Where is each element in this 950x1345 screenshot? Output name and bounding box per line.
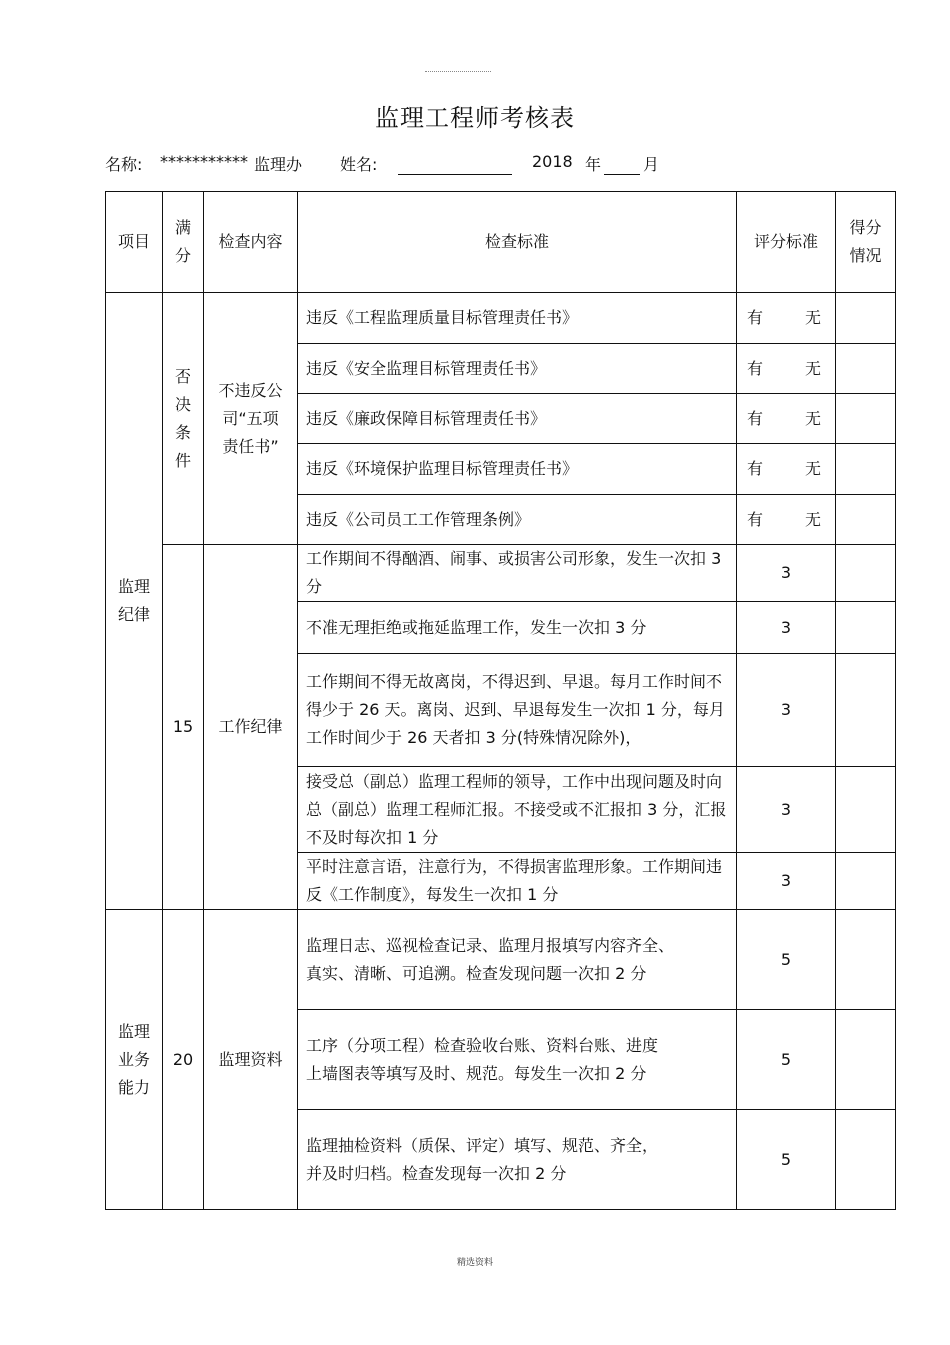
table-row [106, 910, 896, 1010]
veto-criterion: 违反《公司员工工作管理条例》 [298, 495, 737, 545]
header-full-score: 满 分 [163, 192, 204, 293]
page-title: 监理工程师考核表 [375, 104, 575, 132]
veto-rating [737, 394, 836, 444]
work-points: 3 [737, 545, 836, 602]
score-cell[interactable] [836, 394, 896, 444]
work-full-score: 15 [163, 545, 204, 910]
office-name: 监理办 [254, 155, 303, 174]
person-name-field[interactable] [398, 174, 512, 175]
table-row [106, 545, 896, 602]
evaluation-table [105, 191, 896, 1210]
no-option: 无 [804, 459, 821, 478]
veto-full-score: 否 决 条 件 [163, 293, 204, 545]
veto-criterion: 违反《工程监理质量目标管理责任书》 [298, 293, 737, 344]
ability-points: 5 [737, 1010, 836, 1110]
yes-option: 有 [747, 308, 764, 327]
veto-criterion: 违反《安全监理目标管理责任书》 [298, 344, 737, 394]
name-value: *********** [160, 152, 248, 171]
work-criterion: 不准无理拒绝或拖延监理工作，发生一次扣 3 分 [298, 602, 737, 654]
veto-criterion: 违反《环境保护监理目标管理责任书》 [298, 444, 737, 495]
name-label: 名称: [105, 155, 143, 174]
no-option: 无 [804, 509, 821, 529]
score-cell[interactable] [836, 444, 896, 495]
score-cell[interactable] [836, 654, 896, 767]
veto-criterion: 违反《廉政保障目标管理责任书》 [298, 394, 737, 444]
work-points: 3 [737, 853, 836, 910]
score-cell[interactable] [836, 1110, 896, 1210]
veto-content: 不违反公 司“五项 责任书” [204, 293, 298, 545]
work-points: 3 [737, 767, 836, 853]
ability-criterion: 工序（分项工程）检查验收台账、资料台账、进度 上墙图表等填写及时、规范。每发生一次扣 2 分 [298, 1010, 737, 1110]
work-points: 3 [737, 602, 836, 654]
no-option: 无 [804, 308, 821, 327]
ability-full-score: 20 [163, 910, 204, 1210]
ability-criterion: 监理抽检资料（质保、评定）填写、规范、齐全， 并及时归档。检查发现每一次扣 2 分 [298, 1110, 737, 1210]
score-cell[interactable] [836, 767, 896, 853]
header-row [106, 192, 896, 293]
ability-criterion: 监理日志、巡视检查记录、监理月报填写内容齐全、 真实、清晰、可追溯。检查发现问题一次扣 2 分 [298, 910, 737, 1010]
item-ability: 监理 业务 能力 [106, 910, 163, 1210]
yes-option: 有 [747, 358, 764, 378]
month-unit: 月 [643, 155, 660, 174]
year-value: 2018 [532, 152, 573, 171]
header-criteria: 检查标准 [298, 192, 737, 293]
yes-option: 有 [747, 459, 764, 478]
work-content: 工作纪律 [204, 545, 298, 910]
person-name-label: 姓名: [340, 155, 378, 174]
header-score: 得分 情况 [836, 192, 896, 293]
ability-points: 5 [737, 1110, 836, 1210]
no-option: 无 [804, 408, 821, 428]
work-criterion: 工作期间不得无故离岗，不得迟到、早退。每月工作时间不得少于 26 天。离岗、迟到、早退每发生一次扣 1 分，每月工作时间少于 26 天者扣 3 分(特殊情况除外)， [298, 654, 737, 767]
ability-content: 监理资料 [204, 910, 298, 1210]
year-unit: 年 [585, 155, 602, 174]
score-cell[interactable] [836, 853, 896, 910]
score-cell[interactable] [836, 545, 896, 602]
score-cell[interactable] [836, 293, 896, 344]
top-dotted-rule [425, 71, 491, 72]
score-cell[interactable] [836, 910, 896, 1010]
no-option: 无 [804, 358, 821, 378]
page-footer: 精选资料 [456, 1258, 493, 1268]
item-discipline: 监理 纪律 [106, 293, 163, 910]
veto-rating [737, 344, 836, 394]
veto-rating [737, 444, 836, 495]
header-rating: 评分标准 [737, 192, 836, 293]
work-criterion: 接受总（副总）监理工程师的领导，工作中出现问题及时向总（副总）监理工程师汇报。不接受或不汇报扣 3 分，汇报不及时每次扣 1 分 [298, 767, 737, 853]
work-criterion: 平时注意言语，注意行为，不得损害监理形象。工作期间违反《工作制度》，每发生一次扣 1 分 [298, 853, 737, 910]
veto-rating [737, 495, 836, 545]
table-row [106, 293, 896, 344]
score-cell[interactable] [836, 344, 896, 394]
score-cell[interactable] [836, 602, 896, 654]
header-content: 检查内容 [204, 192, 298, 293]
month-field[interactable] [604, 174, 640, 175]
veto-rating [737, 293, 836, 344]
header-item: 项目 [106, 192, 163, 293]
score-cell[interactable] [836, 495, 896, 545]
ability-points: 5 [737, 910, 836, 1010]
yes-option: 有 [747, 408, 764, 428]
work-points: 3 [737, 654, 836, 767]
yes-option: 有 [747, 509, 764, 529]
work-criterion: 工作期间不得酗酒、闹事、或损害公司形象，发生一次扣 3 分 [298, 545, 737, 602]
score-cell[interactable] [836, 1010, 896, 1110]
